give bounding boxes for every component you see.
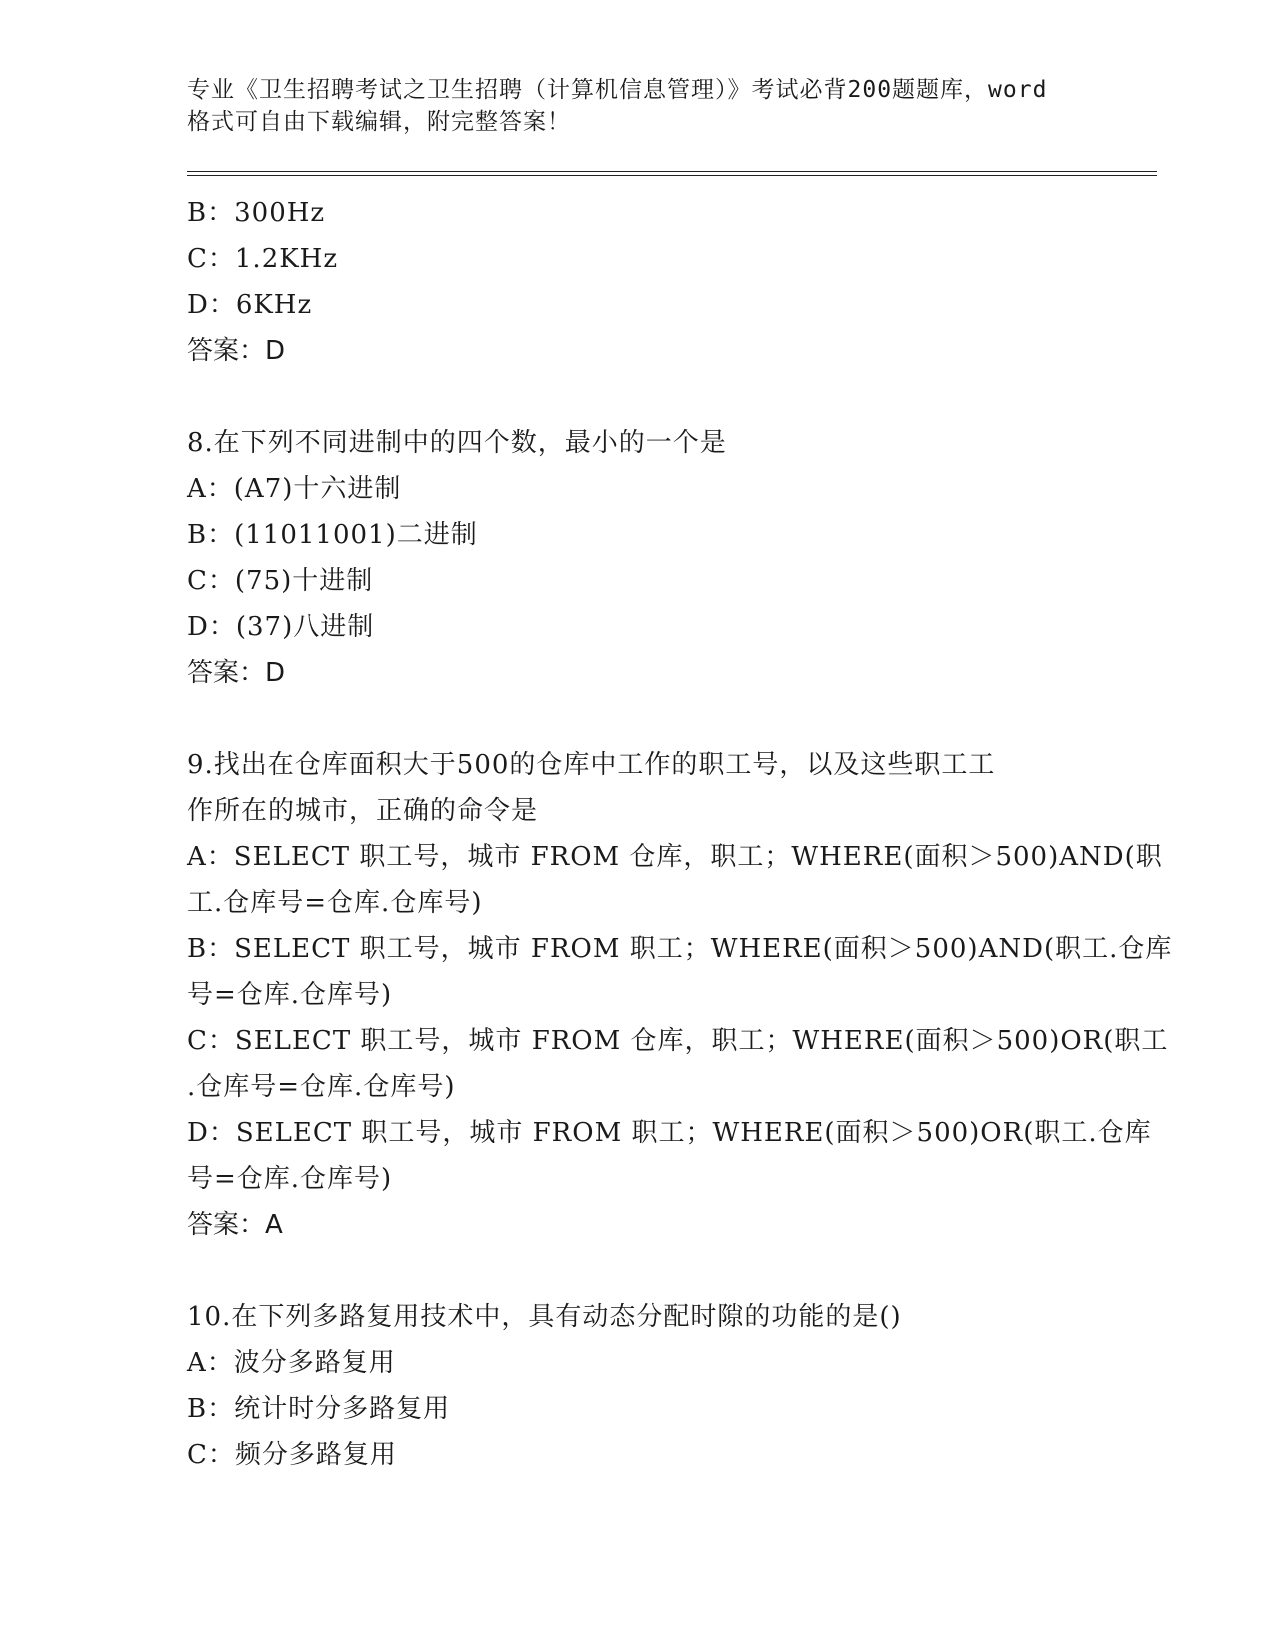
option-c: C：(75)十进制	[187, 566, 374, 596]
option-d: D：SELECT 职工号，城市 FROM 职工；WHERE(面积＞500)OR(职工.仓库	[187, 1118, 1152, 1148]
option-b: B：SELECT 职工号，城市 FROM 职工；WHERE(面积＞500)AND(职工.仓库	[187, 934, 1173, 964]
option-b-cont: 号=仓库.仓库号)	[187, 980, 393, 1010]
answer-line: 答案：D	[187, 336, 286, 366]
question-text-cont: 作所在的城市，正确的命令是	[187, 796, 539, 826]
option-b: B：统计时分多路复用	[187, 1394, 451, 1424]
header-rule-top	[187, 171, 1157, 172]
option-d: D：6KHz	[187, 290, 313, 320]
answer-line: 答案：A	[187, 1210, 283, 1240]
option-b: B：(11011001)二进制	[187, 520, 478, 550]
answer-line: 答案：D	[187, 658, 286, 688]
option-b: B：300Hz	[187, 198, 326, 228]
spacer	[187, 374, 1087, 420]
option-a: A：波分多路复用	[187, 1348, 396, 1378]
document-header	[187, 74, 1087, 138]
question-9	[187, 742, 1173, 1248]
spacer	[187, 1248, 1087, 1294]
option-a: A：(A7)十六进制	[187, 474, 402, 504]
option-a-cont: 工.仓库号=仓库.仓库号)	[187, 888, 483, 918]
header-line-2: 格式可自由下载编辑，附完整答案！	[187, 109, 571, 135]
option-d: D：(37)八进制	[187, 612, 375, 642]
question-list	[187, 190, 1173, 1478]
option-c-cont: .仓库号=仓库.仓库号)	[187, 1072, 456, 1102]
question-10	[187, 1294, 1087, 1478]
option-c: C：SELECT 职工号，城市 FROM 仓库，职工；WHERE(面积＞500)OR(职工	[187, 1026, 1169, 1056]
question-8	[187, 420, 1087, 696]
question-7-fragment	[187, 190, 1087, 374]
option-c: C：频分多路复用	[187, 1440, 397, 1470]
question-text: 8.在下列不同进制中的四个数，最小的一个是	[187, 428, 727, 458]
header-line-1: 专业《卫生招聘考试之卫生招聘（计算机信息管理）》考试必背200题题库，word	[187, 77, 1048, 103]
question-text: 10.在下列多路复用技术中，具有动态分配时隙的功能的是()	[187, 1302, 902, 1332]
option-c: C：1.2KHz	[187, 244, 339, 274]
spacer	[187, 696, 1087, 742]
question-text: 9.找出在仓库面积大于500的仓库中工作的职工号，以及这些职工工	[187, 750, 996, 780]
header-rule-bottom	[187, 175, 1157, 176]
option-a: A：SELECT 职工号，城市 FROM 仓库，职工；WHERE(面积＞500)AND(职	[187, 842, 1163, 872]
option-d-cont: 号=仓库.仓库号)	[187, 1164, 393, 1194]
